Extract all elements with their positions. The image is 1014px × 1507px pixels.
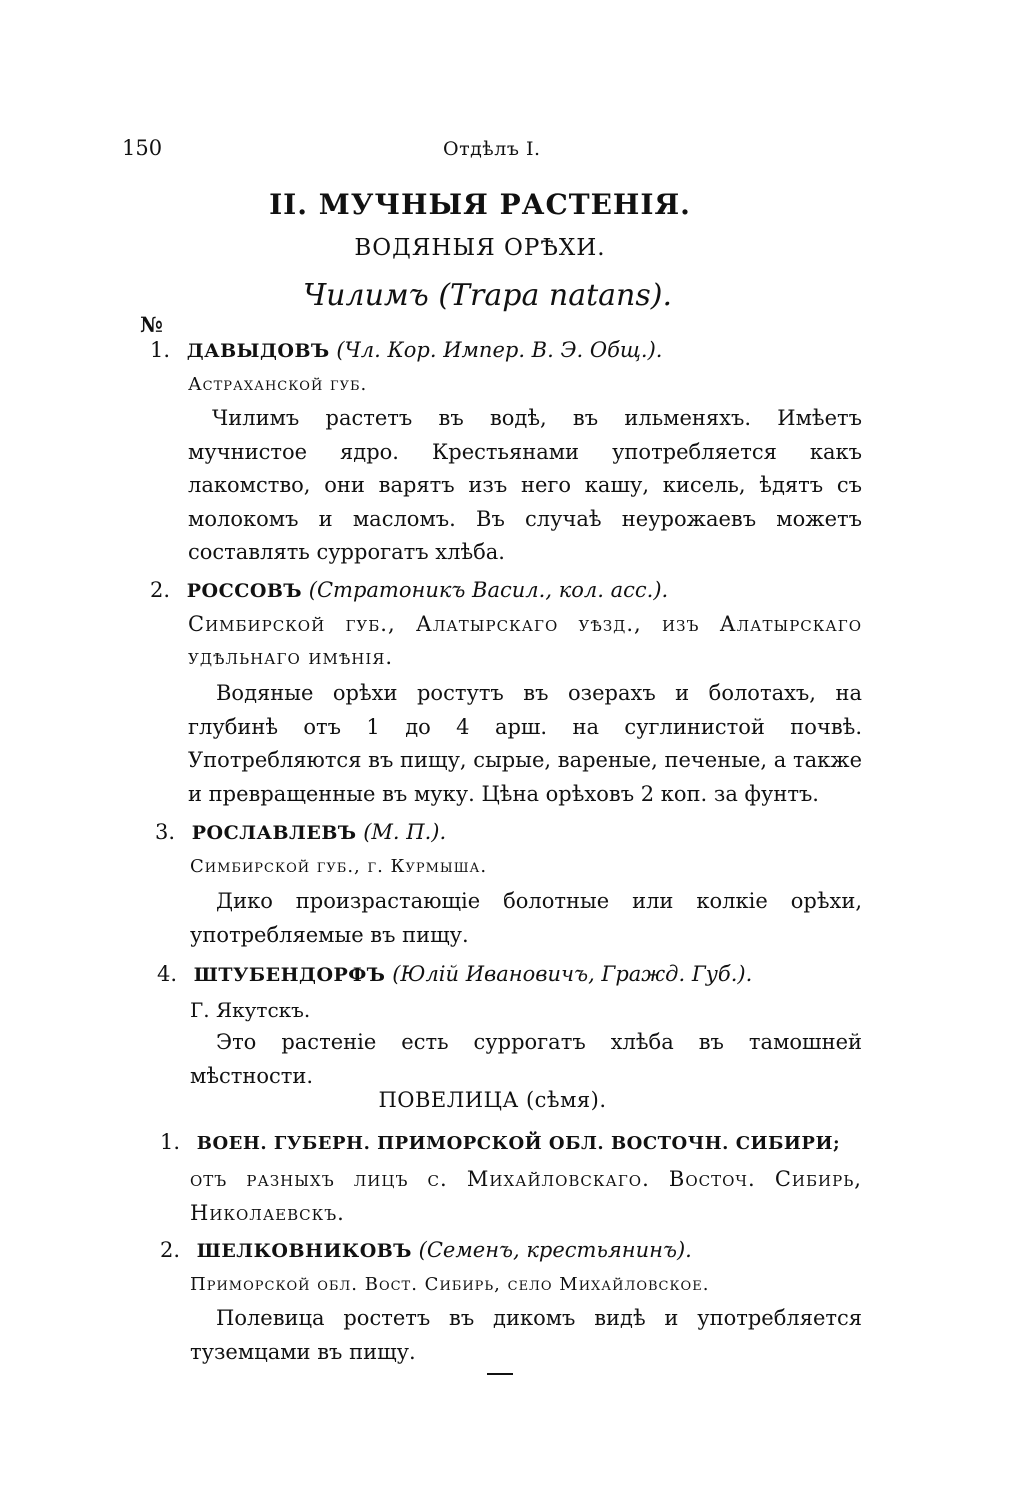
subsection-title: ВОДЯНЫЯ ОРѢХИ. [354, 235, 606, 261]
entry-number: 1. [150, 338, 171, 362]
entry-location: Симбирской губ., Алатырскаго уѣзд., изъ Алатырскаго удѣльнаго имѣнія. [188, 612, 862, 669]
entry-name: ДАВЫДОВЪ [186, 340, 330, 362]
entry-number: 4. [157, 962, 178, 986]
entry-name: ВОЕН. ГУБЕРН. ПРИМОРСКОЙ ОБЛ. ВОСТОЧН. СИБИРИ; [196, 1133, 841, 1154]
entry-detail: (Юлій Ивановичъ, Гражд. Губ.). [392, 962, 753, 986]
numero-sign: № [140, 312, 163, 337]
entry-description: Дико произрастающіе болотные или колкіе орѣхи, употребляемые въ пищу. [190, 889, 862, 947]
entry-detail: (Стратоникъ Васил., кол. асс.). [308, 578, 669, 602]
running-head: Отдѣлъ I. [443, 138, 541, 160]
entry-name: РОСЛАВЛЕВЪ [191, 822, 357, 844]
entry-detail: (Чл. Кор. Импер. В. Э. Общ.). [336, 338, 663, 362]
entry-location: Астраханской губ. [188, 374, 368, 395]
entry-name: ШЕЛКОВНИКОВЪ [196, 1240, 412, 1262]
entry-name: РОССОВЪ [186, 580, 303, 602]
entry-number: 2. [150, 578, 171, 602]
entry-number: 1. [160, 1130, 181, 1154]
entry-description: Это растеніе есть суррогатъ хлѣба въ тамошней мѣстности. [190, 1030, 862, 1088]
entry-number: 2. [160, 1238, 181, 1262]
entry-location: отъ разныхъ лицъ с. Михайловскаго. Восточ. Сибирь, Николаевскъ. [190, 1167, 862, 1225]
entry-description: Водяные орѣхи ростутъ въ озерахъ и болотахъ, на глубинѣ отъ 1 до 4 арш. на суглинистой почвѣ. Употребляются въ пищу, сырые, вареные, печеные, а также и превращенные въ муку. Цѣна орѣховъ 2 коп. за фунтъ. [188, 681, 862, 806]
entry-location: Симбирской губ., г. Курмыша. [190, 856, 488, 877]
entry-location: Г. Якутскъ. [190, 998, 311, 1022]
entry-detail: (М. П.). [363, 820, 447, 844]
entry-description: Чилимъ растетъ въ водѣ, въ ильменяхъ. Имѣетъ мучнистое ядро. Крестьянами употребляется какъ лакомство, они варятъ изъ него кашу, кисель, ѣдятъ съ молокомъ и масломъ. Въ случаѣ неурожаевъ можетъ составлять суррогатъ хлѣба. [188, 406, 862, 564]
end-rule [487, 1373, 513, 1375]
entry-name: ШТУБЕНДОРФЪ [193, 964, 386, 986]
entry-description: Полевица ростетъ въ дикомъ видѣ и употребляется туземцами въ пищу. [190, 1306, 862, 1364]
subsection-title-2: ПОВЕЛИЦА (сѣмя). [378, 1088, 607, 1112]
species-title: Чилимъ (Trapa natans). [302, 278, 672, 313]
entry-detail: (Семенъ, крестьянинъ). [418, 1238, 692, 1262]
entry-number: 3. [155, 820, 176, 844]
entry-location: Приморской обл. Вост. Сибирь, село Михайловское. [190, 1274, 710, 1295]
page-number: 150 [122, 136, 163, 160]
section-title: II. МУЧНЫЯ РАСТЕНІЯ. [269, 188, 691, 221]
